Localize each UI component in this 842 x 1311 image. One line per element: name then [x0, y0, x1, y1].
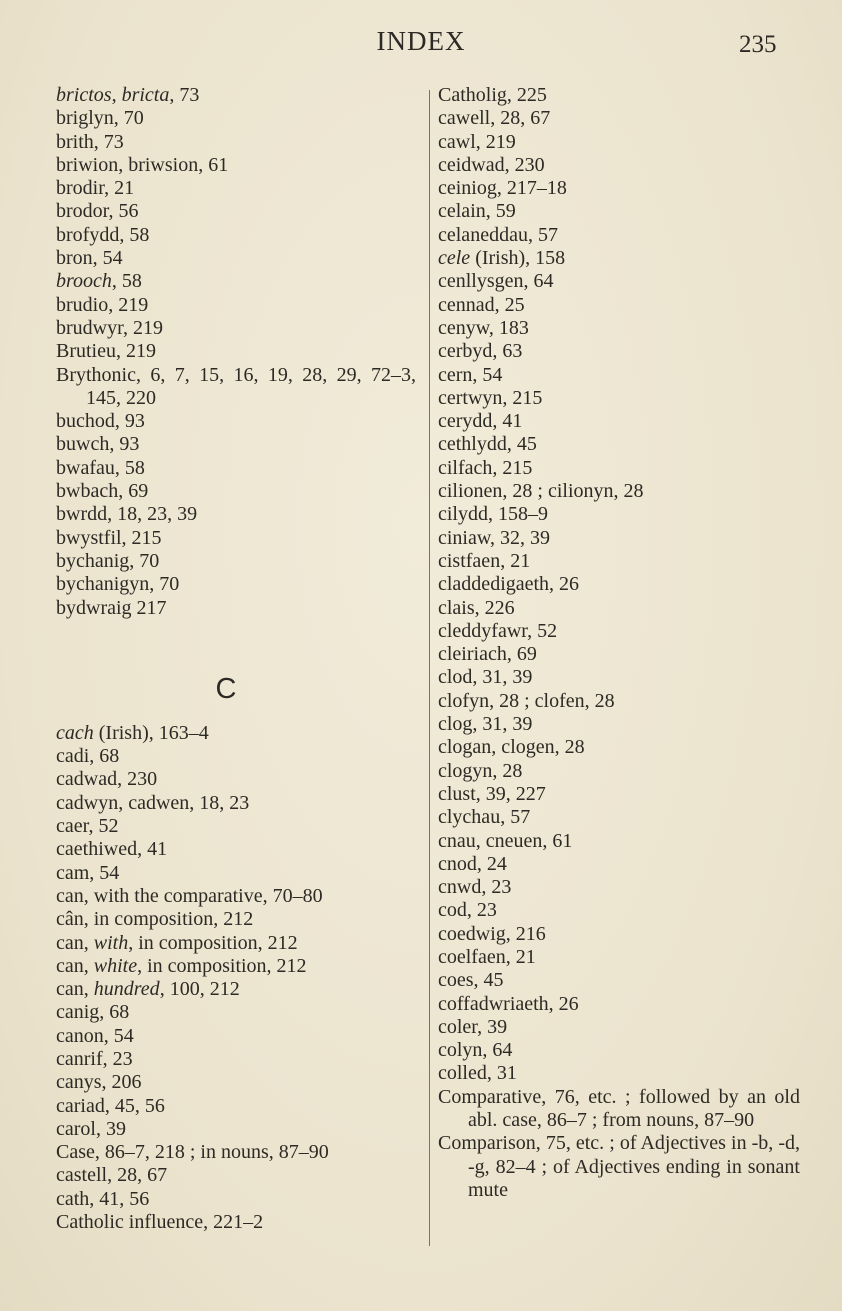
index-entry: clofyn, 28 ; clofen, 28	[438, 689, 615, 712]
index-entry: brodor, 56	[56, 200, 139, 223]
index-entry: brudio, 219	[56, 293, 149, 316]
entry-head: can,	[56, 954, 94, 977]
index-entry: cnwd, 23	[438, 876, 512, 899]
index-entry: cadwyn, cadwen, 18, 23	[56, 791, 250, 814]
index-entry: bwafau, 58	[56, 456, 145, 479]
index-entry	[56, 270, 416, 293]
index-entry: bydwraig 217	[56, 596, 167, 619]
index-entry: bychanigyn, 70	[56, 573, 180, 596]
index-entry: can, with the comparative, 70–80	[56, 884, 323, 907]
entry-head-italic: cele	[438, 247, 471, 270]
index-entry: colyn, 64	[438, 1039, 513, 1062]
index-entry: bwbach, 69	[56, 480, 149, 503]
index-entry: cethlydd, 45	[438, 433, 537, 456]
index-entry: Catholig, 225	[438, 84, 547, 106]
index-entry: coffadwriaeth, 26	[438, 992, 579, 1015]
index-entry: buchod, 93	[56, 410, 145, 433]
section-spacer	[56, 620, 416, 666]
entry-head-italic: cach	[56, 721, 94, 744]
entry-head: can,	[56, 978, 94, 1001]
entry-refs: , in composition, 212	[128, 931, 298, 954]
index-entry: buwch, 93	[56, 433, 140, 456]
entry-separator: ,	[111, 84, 122, 106]
entry-head-italic: brooch	[56, 270, 112, 293]
entry-head-italic: brictos	[56, 84, 112, 106]
index-entry: clogyn, 28	[438, 759, 523, 782]
index-entry: celain, 59	[438, 200, 516, 223]
index-entry: claddedigaeth, 26	[438, 573, 580, 596]
index-entry: clust, 39, 227	[438, 782, 546, 805]
left-column	[56, 84, 416, 1234]
index-entry: cerbyd, 63	[438, 340, 523, 363]
index-entry: carol, 39	[56, 1117, 126, 1140]
index-entry: cenyw, 183	[438, 316, 529, 339]
index-entry: clog, 31, 39	[438, 713, 533, 736]
index-entry: cawl, 219	[438, 130, 516, 153]
entry-refs: , 58	[111, 270, 142, 293]
index-entry	[56, 722, 416, 745]
index-entry: Brutieu, 219	[56, 340, 156, 363]
index-entry: castell, 28, 67	[56, 1164, 168, 1187]
index-entry: brith, 73	[56, 130, 124, 153]
index-entry: caer, 52	[56, 815, 119, 838]
index-entry: cenllysgen, 64	[438, 270, 554, 293]
running-title: INDEX	[376, 26, 466, 56]
index-entry: caethiwed, 41	[56, 838, 168, 861]
index-entry: cariad, 45, 56	[56, 1094, 165, 1117]
entry-head-italic: bricta	[121, 84, 170, 106]
index-entry: Brythonic, 6, 7, 15, 16, 19, 28, 29, 72–3, 145, 220	[56, 363, 416, 409]
page-number: 235	[739, 31, 777, 58]
index-entry: Comparison, 75, etc. ; of Adjectives in -b, -d, -g, 82–4 ; of Adjectives ending in sonant mute	[438, 1132, 800, 1201]
right-column	[438, 84, 800, 1202]
index-entry: certwyn, 215	[438, 386, 543, 409]
entry-refs: , in composition, 212	[137, 954, 307, 977]
index-entry: colled, 31	[438, 1062, 517, 1085]
index-entry: cod, 23	[438, 899, 497, 922]
entries-b	[56, 84, 416, 620]
index-entry: brodir, 21	[56, 177, 135, 200]
index-entry: bychanig, 70	[56, 549, 160, 572]
entry-gloss-italic: with	[93, 931, 129, 954]
entry-refs: (Irish), 163–4	[93, 721, 209, 744]
index-entry: canys, 206	[56, 1071, 142, 1094]
index-entry	[56, 84, 416, 107]
index-entry: cân, in composition, 212	[56, 908, 254, 931]
index-entry: bron, 54	[56, 247, 123, 270]
index-entry: Case, 86–7, 218 ; in nouns, 87–90	[56, 1141, 329, 1164]
entry-refs: (Irish), 158	[470, 247, 566, 270]
index-entry: cern, 54	[438, 363, 503, 386]
index-entry: celaneddau, 57	[438, 223, 558, 246]
index-entry: brudwyr, 219	[56, 316, 163, 339]
index-entry: Catholic influence, 221–2	[56, 1211, 264, 1234]
index-entry: Comparative, 76, etc. ; followed by an old abl. case, 86–7 ; from nouns, 87–90	[438, 1085, 800, 1132]
column-rule	[429, 90, 430, 1246]
index-entry: cnau, cneuen, 61	[438, 829, 573, 852]
index-entry: cleddyfawr, 52	[438, 619, 558, 642]
index-entry: clais, 226	[438, 596, 515, 619]
entry-gloss-italic: white	[93, 954, 138, 977]
index-entry: coelfaen, 21	[438, 945, 536, 968]
section-heading-letter: C	[215, 672, 237, 705]
index-entry: bwystfil, 215	[56, 526, 162, 549]
index-entry: ceidwad, 230	[438, 153, 545, 176]
index-entry: cilionen, 28 ; cilionyn, 28	[438, 480, 644, 503]
index-entry: clychau, 57	[438, 806, 531, 829]
index-entry: cam, 54	[56, 861, 120, 884]
index-entry	[56, 978, 416, 1001]
index-entry: cilydd, 158–9	[438, 503, 548, 526]
entry-refs: , 73	[169, 84, 200, 106]
index-entry: cath, 41, 56	[56, 1187, 150, 1210]
index-entry: canon, 54	[56, 1024, 134, 1047]
index-entry: coes, 45	[438, 969, 504, 992]
index-entry	[438, 247, 800, 270]
entry-head: can,	[56, 931, 94, 954]
index-entry: coedwig, 216	[438, 922, 546, 945]
index-entry: brofydd, 58	[56, 223, 150, 246]
index-entry: bwrdd, 18, 23, 39	[56, 503, 198, 526]
index-entry: cennad, 25	[438, 293, 525, 316]
index-entry: cleiriach, 69	[438, 643, 537, 666]
index-entry: cnod, 24	[438, 852, 507, 875]
index-entry: canig, 68	[56, 1001, 130, 1024]
entries-c	[56, 722, 416, 1235]
entry-gloss-italic: hundred	[93, 978, 160, 1001]
index-entry: cadi, 68	[56, 745, 120, 768]
entry-refs: , 100, 212	[159, 978, 240, 1001]
index-entry: ciniaw, 32, 39	[438, 526, 551, 549]
index-entry: briglyn, 70	[56, 107, 144, 130]
index-entry: clod, 31, 39	[438, 666, 533, 689]
index-entry: cerydd, 41	[438, 410, 523, 433]
index-entry: coler, 39	[438, 1015, 508, 1038]
index-entry: canrif, 23	[56, 1047, 133, 1070]
index-entry	[56, 932, 416, 955]
index-entry: cadwad, 230	[56, 768, 158, 791]
index-entry: clogan, clogen, 28	[438, 736, 585, 759]
index-entry: cilfach, 215	[438, 456, 533, 479]
index-entry	[56, 955, 416, 978]
index-entry: cawell, 28, 67	[438, 107, 551, 130]
index-entry: cistfaen, 21	[438, 549, 531, 572]
index-entry: briwion, briwsion, 61	[56, 153, 229, 176]
index-entry: ceiniog, 217–18	[438, 177, 567, 200]
